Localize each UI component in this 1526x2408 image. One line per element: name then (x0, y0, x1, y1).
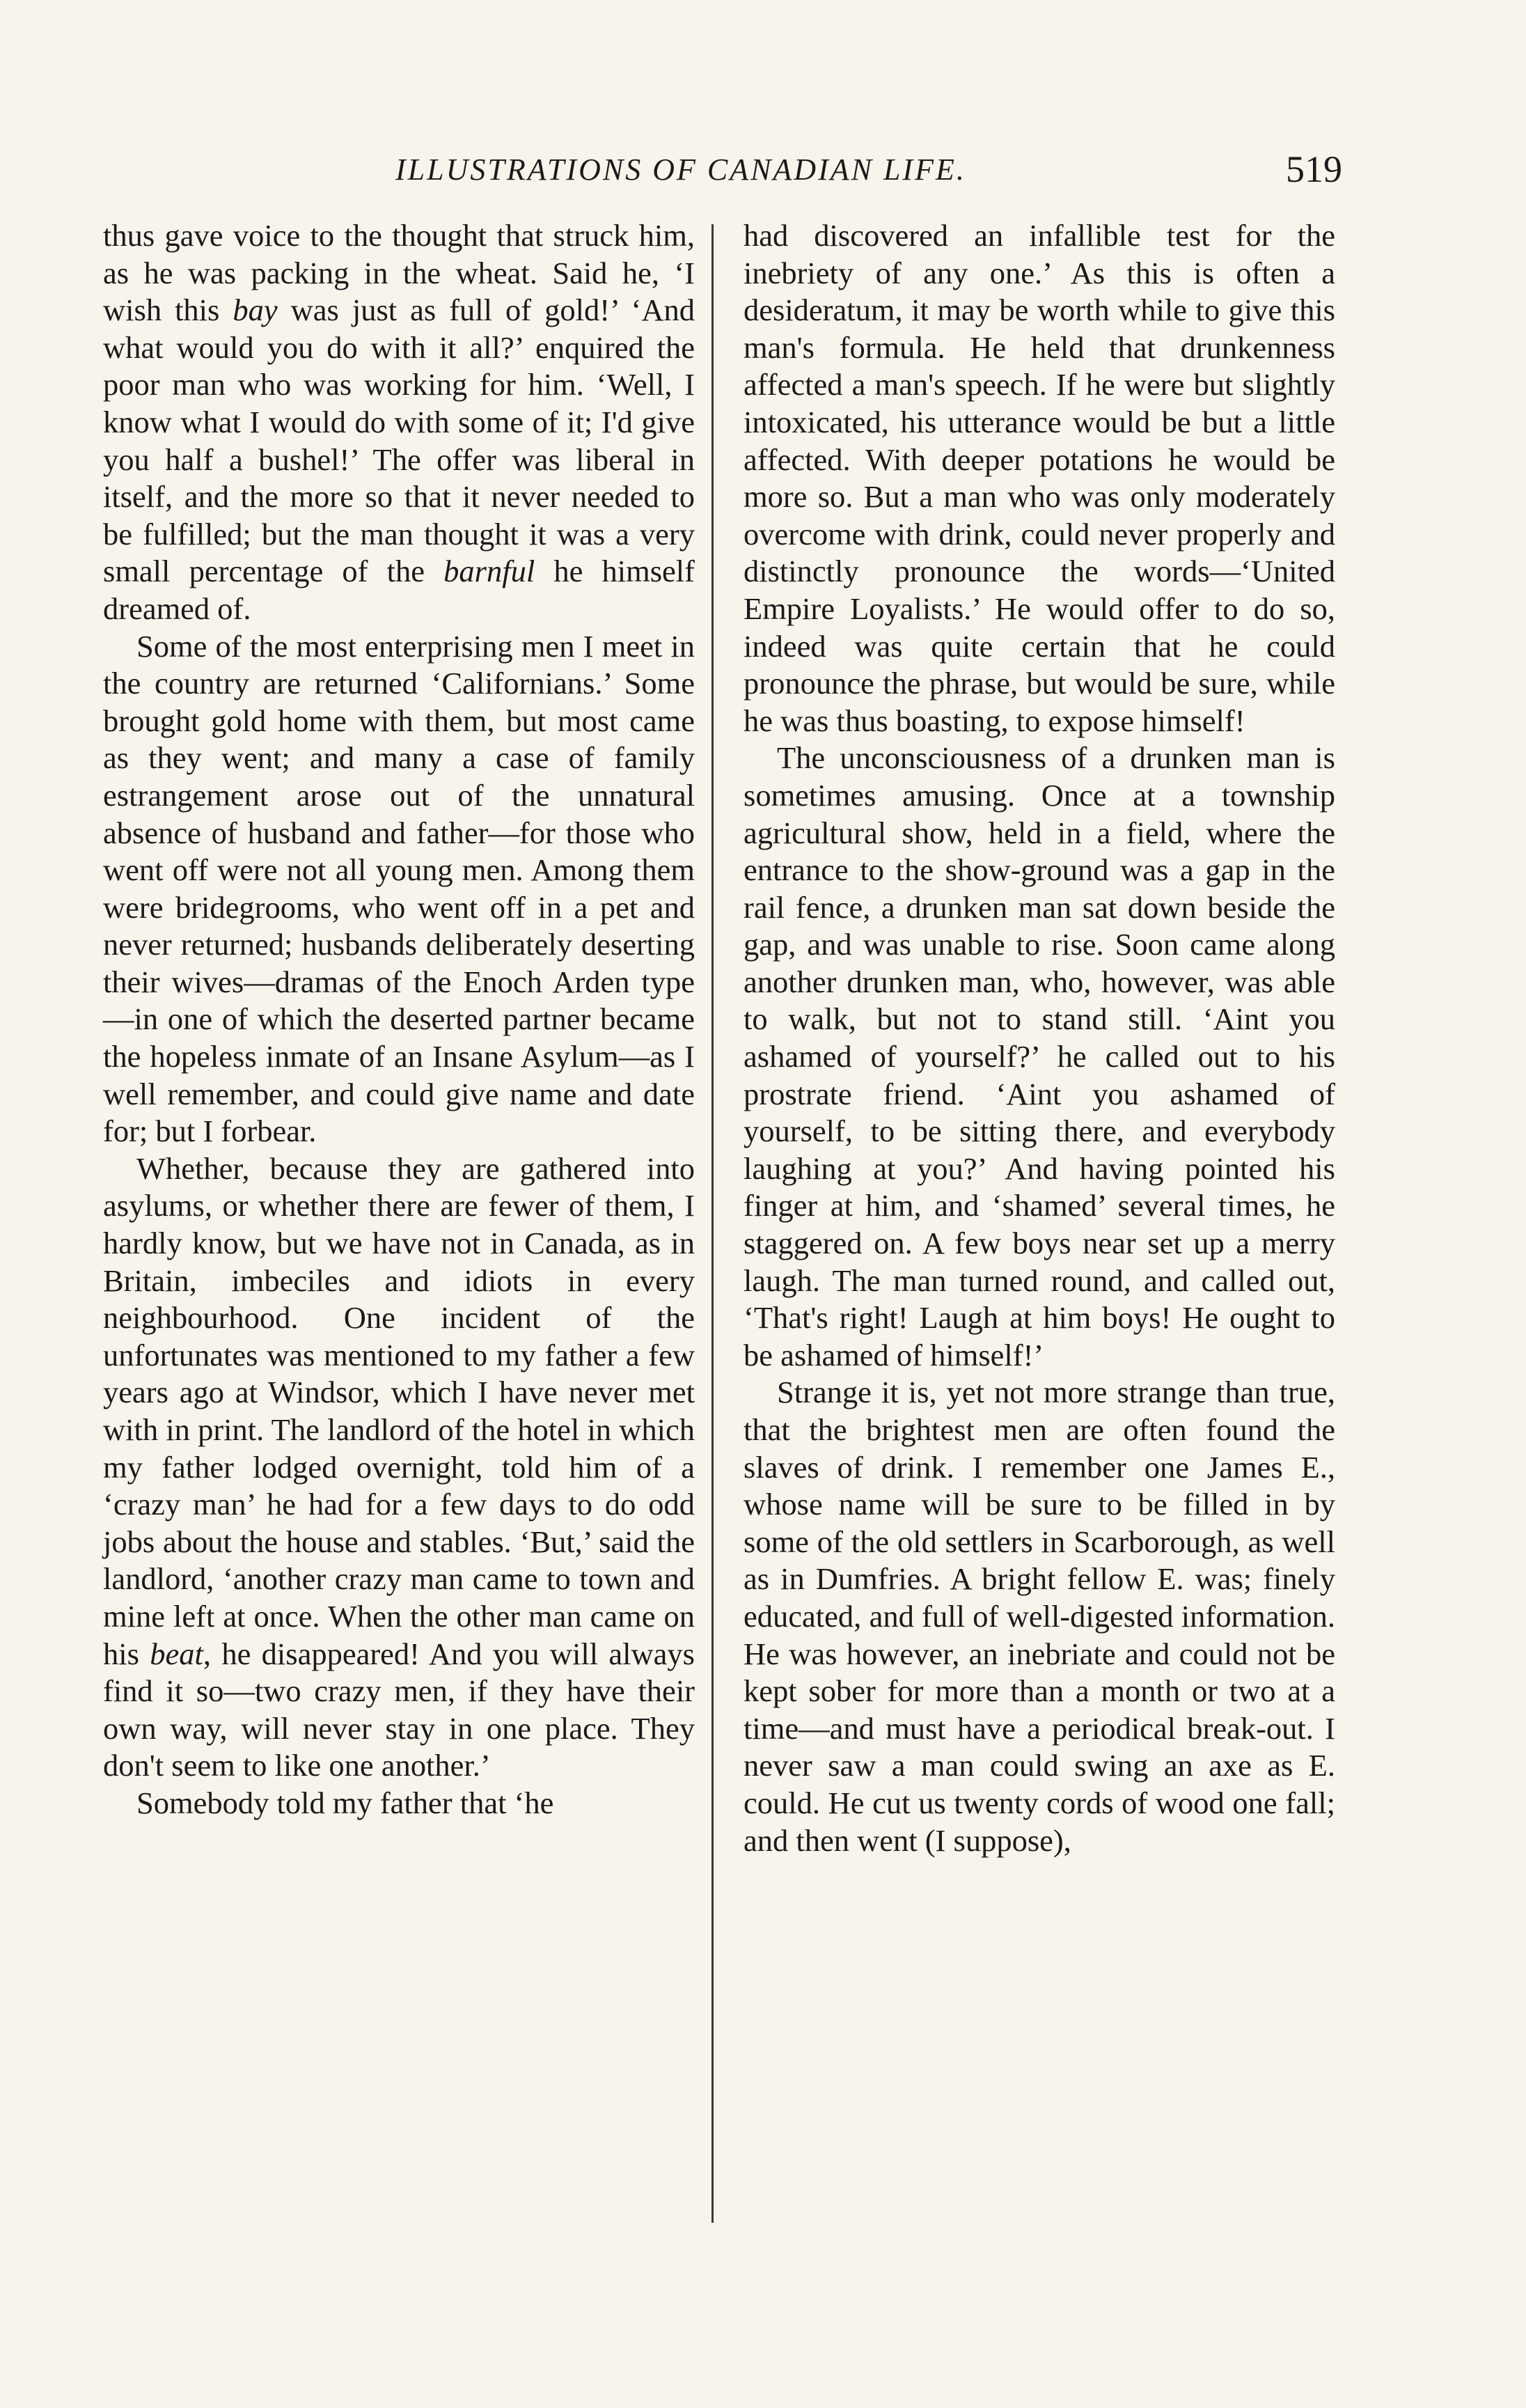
column-divider (711, 224, 714, 2223)
paragraph: The unconsciousness of a drunken man is sometimes amusing. Once at a township agricultural show, held in a field, where the entrance to the show-ground was a gap in the rail fence, a drunken man sat down beside the gap, and was unable to rise. Soon came along another drunken man, who, however, was able to walk, but not to stand still. ‘Aint you ashamed of yourself?’ he called out to his prostrate friend. ‘Aint you ashamed of yourself, to be sitting there, and everybody laughing at you?’ And having pointed his finger at him, and ‘shamed’ several times, he staggered on. A few boys near set up a merry laugh. The man turned round, and called out, ‘That's right! Laugh at him boys! He ought to be ashamed of himself!’ (744, 740, 1335, 1373)
paragraph: Somebody told my father that ‘he (136, 1785, 554, 1820)
page-number: 519 (1286, 148, 1342, 190)
running-title: ILLUSTRATIONS OF CANADIAN LIFE. (395, 153, 966, 187)
paragraph: had discovered an infallible test for the inebriety of any one.’ As this is often a desideratum, it may be worth while to give this man's formula. He held that drunkenness affected a man's speech. If he were but slightly intoxicated, his utterance would be but a little affected. With deeper potations he would be more so. But a man who was only moderately overcome with drink, could never properly and distinctly pronounce the words—‘United Empire Loyalists.’ He would offer to do so, indeed was quite certain that he could pronounce the phrase, but would be sure, while he was thus boasting, to expose himself! (744, 218, 1335, 738)
paragraph: Some of the most enterprising men I meet in the country are returned ‘Californians.’ Some brought gold home with them, but most came as they went; and many a case of family estrangement arose out of the unnatural absence of husband and father—for those who went off were not all young men. Among them were bridegrooms, who went off in a pet and never returned; husbands deliberately deserting their wives—dramas of the Enoch Arden type—in one of which the deserted partner became the hopeless inmate of an Insane Asylum—as I well remember, and could give name and date for; but I forbear. (103, 628, 695, 1149)
italic-word: bay (233, 292, 278, 328)
paragraph: thus gave voice to the thought that struck him, as he was packing in the wheat. Said he, ‘I wish this bay was just as full of gold!’ ‘And what would you do with it all?’ enquired the poor man who was working for him. ‘Well, I know what I would do with some of it; I'd give you half a bushel!’ The offer was liberal in itself, and the more so that it never needed to be fulfilled; but the man thought it was a very small percentage of the barnful he himself dreamed of. (103, 218, 695, 626)
running-head (103, 148, 1342, 201)
italic-word: barnful (443, 554, 535, 589)
paragraph: Whether, because they are gathered into asylums, or whether there are fewer of them, I hardly know, but we have not in Canada, as in Britain, imbeciles and idiots in every neighbourhood. One incident of the unfortunates was mentioned to my father a few years ago at Windsor, which I have never met with in print. The landlord of the hotel in which my father lodged overnight, told him of a ‘crazy man’ he had for a few days to do odd jobs about the house and stables. ‘But,’ said the landlord, ‘another crazy man came to town and mine left at once. When the other man came on his beat, he disappeared! And you will always find it so—two crazy men, if they have their own way, will never stay in one place. They don't seem to like one another.’ (103, 1150, 695, 1783)
right-column (744, 217, 1335, 1859)
left-column (103, 217, 695, 1822)
paragraph: Strange it is, yet not more strange than true, that the brightest men are often found the slaves of drink. I remember one James E., whose name will be sure to be filled in by some of the old settlers in Scarborough, as well as in Dumfries. A bright fellow E. was; finely educated, and full of well-digested information. He was however, an inebriate and could not be kept sober for more than a month or two at a time—and must have a periodical break-out. I never saw a man could swing an axe as E. could. He cut us twenty cords of wood one fall; and then went (I suppose), (744, 1375, 1335, 1858)
italic-word: beat (150, 1636, 203, 1671)
